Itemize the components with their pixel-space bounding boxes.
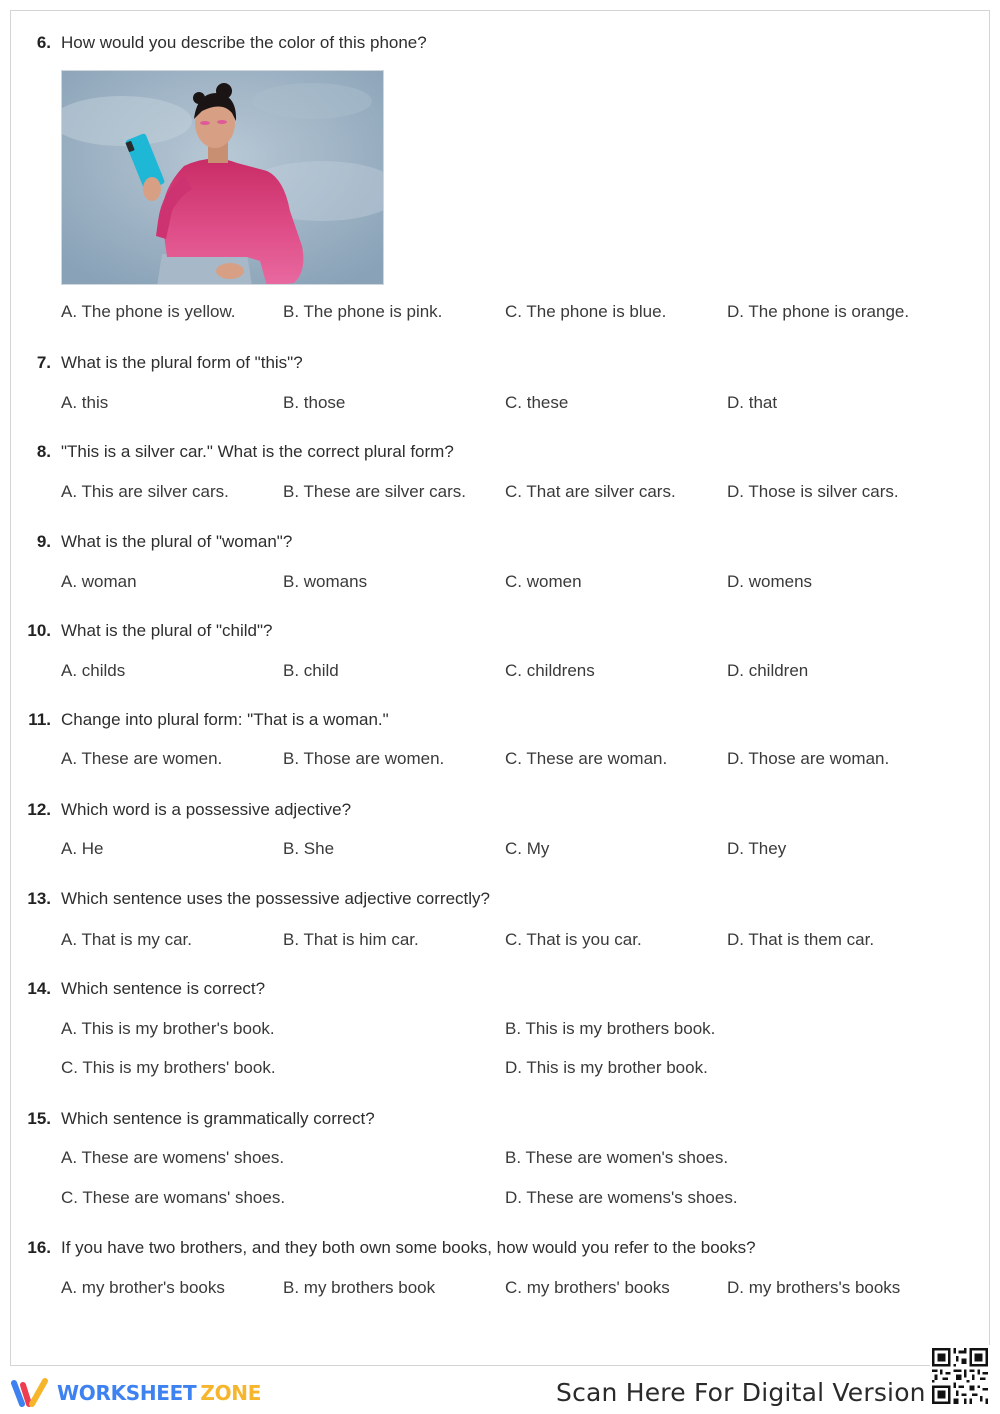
option-d[interactable]: D. children [727,661,809,680]
option-a[interactable]: A. This are silver cars. [61,482,229,501]
option-b[interactable]: B. my brothers book [283,1278,436,1297]
worksheet-page [10,10,990,1366]
brand-worksheet: WORKSHEET [57,1381,197,1405]
qr-code-icon[interactable] [930,1345,990,1407]
scan-for-digital-version: Scan Here For Digital Version [556,1378,926,1407]
option-d[interactable]: D. That is them car. [727,930,875,949]
option-b[interactable]: B. The phone is pink. [283,302,443,321]
option-d[interactable]: D. Those are woman. [727,749,890,768]
question-number: 13. [27,889,51,908]
question-number: 12. [27,800,51,819]
option-a[interactable]: A. childs [61,661,126,680]
question-text: If you have two brothers, and they both own some books, how would you refer to the books? [61,1238,756,1257]
question-number: 9. [36,532,51,551]
question-text: Which sentence is grammatically correct? [61,1109,375,1128]
worksheet-zone-logo[interactable] [10,1376,261,1410]
option-a[interactable]: A. He [61,839,104,858]
option-d[interactable]: D. Those is silver cars. [727,482,899,501]
option-b[interactable]: B. womans [283,572,368,591]
question-number: 14. [27,979,51,998]
option-c[interactable]: C. That is you car. [505,930,642,949]
question-text: How would you describe the color of this phone? [61,33,427,52]
option-a[interactable]: A. The phone is yellow. [61,302,236,321]
option-d[interactable]: D. womens [727,572,813,591]
qr-code-glyph [932,1347,988,1405]
question-text: Which word is a possessive adjective? [61,800,352,819]
question-number: 10. [27,621,51,640]
option-a[interactable]: A. woman [61,572,137,591]
option-d[interactable]: D. The phone is orange. [727,302,910,321]
question-text: Which sentence is correct? [61,979,266,998]
option-c[interactable]: C. That are silver cars. [505,482,676,501]
option-c[interactable]: C. My [505,839,550,858]
option-c[interactable]: C. these [505,393,569,412]
option-d[interactable]: D. This is my brother book. [505,1058,708,1077]
option-b[interactable]: B. These are silver cars. [283,482,466,501]
option-b[interactable]: B. those [283,393,346,412]
option-a[interactable]: A. These are women. [61,749,223,768]
option-a[interactable]: A. This is my brother's book. [61,1019,275,1038]
option-c[interactable]: C. The phone is blue. [505,302,667,321]
question-number: 6. [36,33,51,52]
option-a[interactable]: A. That is my car. [61,930,193,949]
question-text: What is the plural of "child"? [61,621,273,640]
question-number: 8. [36,442,51,461]
option-a[interactable]: A. my brother's books [61,1278,225,1297]
question-number: 15. [27,1109,51,1128]
option-d[interactable]: D. They [727,839,787,858]
option-b[interactable]: B. That is him car. [283,930,419,949]
option-c[interactable]: C. This is my brothers' book. [61,1058,276,1077]
brand-zone: ZONE [200,1381,262,1405]
option-a[interactable]: A. These are womens' shoes. [61,1148,285,1167]
question-number: 11. [28,710,51,729]
question-text: What is the plural of "woman"? [61,532,293,551]
phone-photo [61,70,384,285]
option-d[interactable]: D. my brothers's books [727,1278,901,1297]
option-c[interactable]: C. These are woman. [505,749,668,768]
option-b[interactable]: B. Those are women. [283,749,445,768]
option-b[interactable]: B. This is my brothers book. [505,1019,716,1038]
option-c[interactable]: C. my brothers' books [505,1278,670,1297]
option-a[interactable]: A. this [61,393,109,412]
w-logo-icon [10,1377,50,1409]
woman-with-phone-image [62,71,384,285]
option-b[interactable]: B. These are women's shoes. [505,1148,729,1167]
option-d[interactable]: D. These are womens's shoes. [505,1188,738,1207]
option-b[interactable]: B. child [283,661,339,680]
option-c[interactable]: C. childrens [505,661,595,680]
question-number: 16. [27,1238,51,1257]
option-d[interactable]: D. that [727,393,778,412]
option-c[interactable]: C. These are womans' shoes. [61,1188,286,1207]
question-text: What is the plural form of "this"? [61,353,303,372]
question-text: Which sentence uses the possessive adjective correctly? [61,889,490,908]
question-number: 7. [36,353,51,372]
question-text: "This is a silver car." What is the correct plural form? [61,442,454,461]
option-b[interactable]: B. She [283,839,335,858]
question-text: Change into plural form: "That is a woman." [61,710,389,729]
option-c[interactable]: C. women [505,572,582,591]
